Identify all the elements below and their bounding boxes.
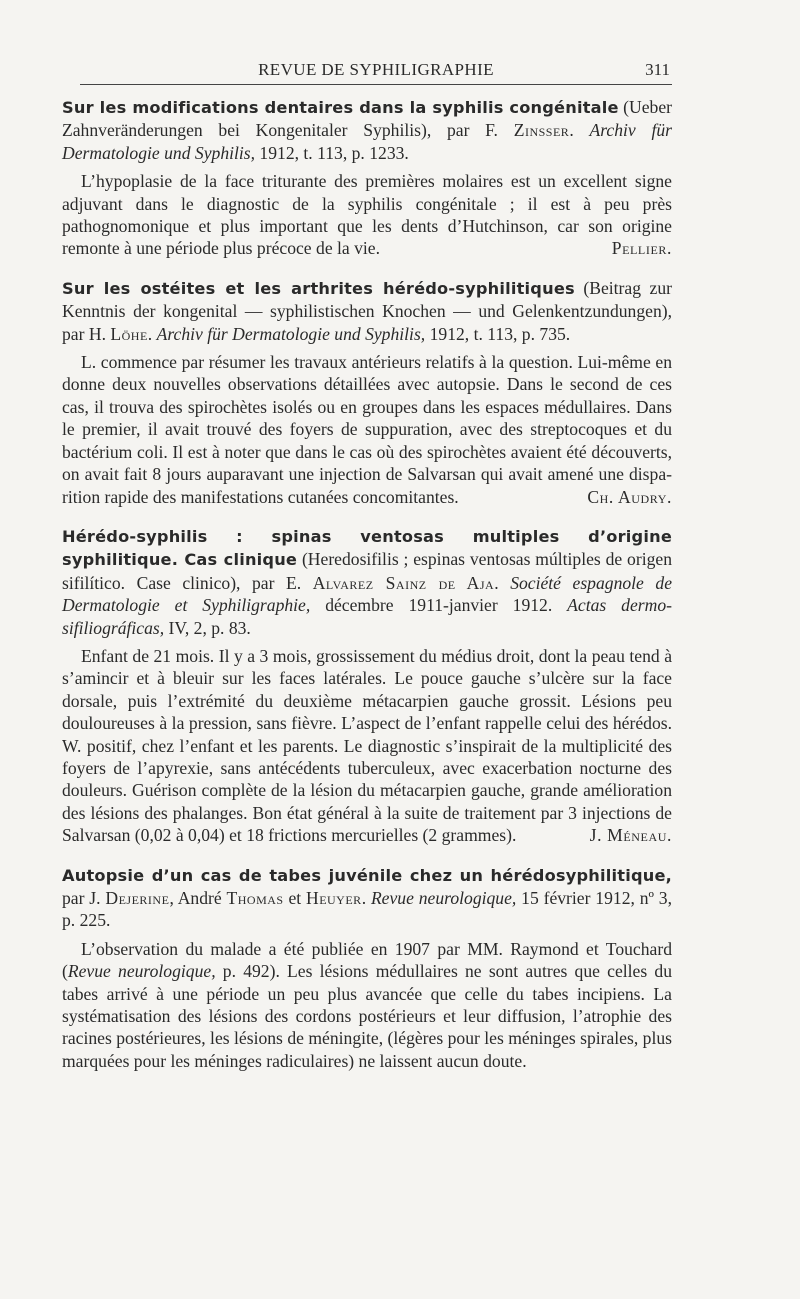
- abstract-reference: [62, 277, 672, 345]
- author-name: Alvarez Sainz de Aja: [312, 572, 495, 593]
- reference-text: 1912, t. 113, p. 735.: [425, 323, 571, 344]
- body-text: L’hypoplasie de la face triturante des premières molaires est un excellent signe adjuvant dans le diagnostic de la syphilis congénitale ; il est à peu près pathognomonique et plus important que les dents d’Hutchinson, car son origine remonte à une période plus précoce de la vie.: [62, 171, 672, 259]
- abstract-entry: [62, 277, 672, 508]
- author-name: Löhe: [110, 323, 148, 344]
- abstract-body: [62, 938, 672, 1072]
- journal-name: Actas dermo-sifiliográficas,: [62, 595, 672, 638]
- page-content: [62, 96, 672, 1089]
- abstract-reference: [62, 96, 672, 164]
- article-title: Sur les ostéites et les arthrites hérédo-syphilitiques: [62, 278, 575, 298]
- journal-name: Revue neurologique,: [67, 961, 216, 982]
- article-title: Autopsie d’un cas de tabes juvénile chez un hérédosyphilitique,: [62, 865, 672, 885]
- abstract-body: [62, 170, 672, 260]
- reference-text: .: [494, 572, 511, 593]
- reference-text: (Ueber Zahnveränderungen bei Kongenitaler Syphilis), par F.: [62, 97, 673, 141]
- reference-text: 1912, t. 113, p. 1233.: [255, 142, 409, 163]
- abstract-reference: [62, 864, 672, 932]
- journal-name: Archiv für Dermatologie und Syphilis,: [156, 323, 426, 344]
- society-name: Société espagnole de Dermatologie et Syphiligraphie,: [62, 572, 673, 616]
- reference-text: .: [569, 120, 590, 141]
- page-header: [80, 58, 672, 85]
- reference-text: 15 février 1912, nº 3, p. 225.: [62, 888, 673, 931]
- journal-name: Archiv für Dermatologie und Syphilis,: [62, 120, 672, 163]
- abstract-reference: [62, 525, 672, 639]
- reference-text: IV, 2, p. 83.: [164, 617, 251, 638]
- journal-name: Revue neurologique,: [370, 888, 517, 908]
- abstract-body: [62, 645, 672, 847]
- author-name: Thomas: [226, 888, 284, 908]
- reviewer-signature: Pellier.: [611, 238, 672, 259]
- body-text: Enfant de 21 mois. Il y a 3 mois, grossissement du médius droit, dont la peau tend à s’amincir et à bleuir sur les faces latérales. Le pouce gauche s’ulcère sur la face dorsale, puis l’extrémité du deuxième métacarpien gauche grossit. Lésions peu douloureuses à la pression, sans fièvre. L’aspect de l’enfant rappelle celui des hérédos. W. positif, chez l’enfant et les parents. Le diagnostic s’inspirait de la multiplicité des foyers de l’apyrexie, sans antécédents tuberculeux, avec exacerbation nocturne des douleurs. Guérison complète de la lésion du métacarpien gauche, grande amélioration des lésions des phalanges. Bon état général à la suite de traitement par 3 injections de Salvarsan (0,02 à 0,04) et 18 frictions mercurielles (2 grammes).: [62, 645, 672, 846]
- body-text: p. 492). Les lésions médullaires ne sont autres que celles du tabes arrivé à une période un peu plus avancée que celle du tabes incipiens. La systématisation des lésions des cordons postérieurs et leur diffusion, l’atrophie des racines postérieures, les lésions de méningite, (légères pour les méninges spirales, plus marquées pour les méninges radiculaires) ne laissent aucun doute.: [62, 961, 672, 1071]
- abstract-entry: [62, 864, 672, 1073]
- running-title: REVUE DE SYPHILIGRAPHIE: [258, 60, 494, 79]
- abstract-body: [62, 351, 672, 508]
- body-text: L’observation du malade a été publiée en 1907 par MM. Raymond et Touchard (: [62, 938, 672, 982]
- abstract-entry: [62, 96, 672, 260]
- reference-text: et: [283, 888, 306, 908]
- abstract-entry: [62, 525, 672, 847]
- author-name: Zinsser: [513, 120, 570, 141]
- reference-text: .: [361, 888, 371, 908]
- article-title: Hérédo-syphilis : spinas ventosas multiples d’origine syphilitique. Cas clinique: [62, 526, 672, 570]
- reference-text: (Beitrag zur Kenntnis der kongenital — syphilistischen Knochen — und Gelenkentzundungen), par H.: [62, 277, 672, 344]
- reference-text: , André: [169, 888, 227, 908]
- article-title: Sur les modifications dentaires dans la syphilis congénitale: [62, 98, 619, 117]
- reference-text: par J.: [62, 888, 106, 908]
- reference-text: décembre 1911-janvier 1912.: [310, 595, 568, 616]
- reviewer-signature: Ch. Audry.: [587, 486, 672, 507]
- author-name: Dejerine: [105, 888, 170, 908]
- reviewer-signature: J. Méneau.: [589, 825, 672, 846]
- author-name: Heuyer: [305, 888, 362, 908]
- reference-text: .: [147, 323, 157, 344]
- page-number: 311: [645, 60, 670, 79]
- reference-text: (Heredosifilis ; espinas ventosas múltiples de origen sifilítico. Case clinico), par E.: [62, 549, 672, 593]
- body-text: L. commence par résumer les travaux antérieurs relatifs à la question. Lui-même en donne deux nouvelles observations détaillées avec autopsie. Dans le second de ces cas, il trouva des spirochètes isolés ou en groupes dans les espaces médullaires. Dans le premier, il avait trouvé des foyers de suppuration, avec des streptocoques et du bactérium coli. Il est à noter que dans le cas où des spirochètes avaient été découverts, on avait fait 8 jours auparavant une injection de Salvarsan qui avait amené une disparition rapide des manifestations cutanées concomitantes.: [62, 352, 672, 507]
